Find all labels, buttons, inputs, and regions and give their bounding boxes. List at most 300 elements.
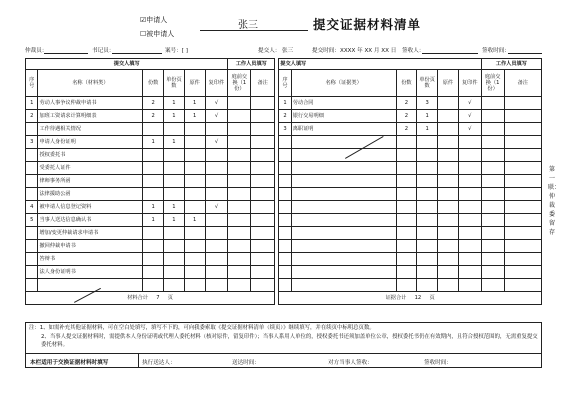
table-row	[26, 162, 542, 175]
right-cell-remark	[504, 149, 541, 162]
right-cell-name	[291, 240, 396, 253]
right-cell-orig	[438, 279, 459, 292]
left-cell-copy: √	[205, 136, 228, 149]
left-cell-copy	[205, 175, 228, 188]
deliverer-label: 执行送达人：	[142, 360, 176, 366]
right-cell-copy	[458, 227, 481, 240]
left-cell-orig	[184, 136, 205, 149]
right-cell-copy	[458, 136, 481, 149]
left-cell-orig	[184, 240, 205, 253]
right-cell-copy	[458, 188, 481, 201]
right-cell-copy	[458, 279, 481, 292]
right-cell-orig	[438, 266, 459, 279]
table-row	[26, 214, 542, 227]
right-cell-copies	[396, 253, 417, 266]
left-cell-copy: √	[205, 201, 228, 214]
right-cell-remark	[504, 162, 541, 175]
right-cell-no	[279, 279, 291, 292]
right-cell-orig	[438, 110, 459, 123]
left-cell-no	[26, 227, 38, 240]
left-cell-remark	[251, 136, 275, 149]
left-cell-remark	[251, 227, 275, 240]
right-cell-no: 1	[279, 97, 291, 110]
left-cell-remark	[251, 253, 275, 266]
col-name-right: 名称（证据类）	[291, 70, 396, 97]
left-cell-orig: 1	[184, 97, 205, 110]
right-cell-exchange	[481, 97, 504, 110]
left-cell-name: 加班工资请求计算明细表	[38, 110, 143, 123]
left-cell-no	[26, 253, 38, 266]
right-cell-remark	[504, 214, 541, 227]
left-cell-copies: 1	[143, 136, 164, 149]
left-cell-pages: 1	[164, 201, 185, 214]
left-cell-copies	[143, 279, 164, 292]
col-copies: 份数	[396, 70, 417, 97]
notes-box	[25, 322, 542, 354]
left-cell-copy	[205, 162, 228, 175]
right-cell-name	[291, 162, 396, 175]
left-cell-name: 答辩书	[38, 253, 143, 266]
case-number-label: 案号：[ ]	[165, 48, 188, 54]
table-row	[26, 97, 542, 110]
right-cell-exchange	[481, 266, 504, 279]
left-cell-remark	[251, 240, 275, 253]
right-cell-exchange	[481, 149, 504, 162]
left-cell-pages	[164, 123, 185, 136]
arbitrator-label: 仲裁员：	[25, 48, 48, 54]
left-cell-orig	[184, 279, 205, 292]
left-cell-name: 劳动人事争议仲裁申请书	[38, 97, 143, 110]
left-cell-orig	[184, 266, 205, 279]
left-cell-copies: 2	[143, 97, 164, 110]
left-group-header: 提交人填写	[26, 59, 228, 70]
left-cell-name: 被申请人信息登记资料	[38, 201, 143, 214]
left-cell-no: 5	[26, 214, 38, 227]
col-exchange: 庭前交换（1份）	[228, 70, 251, 97]
right-cell-no	[279, 227, 291, 240]
left-cell-exchange	[228, 214, 251, 227]
right-cell-name	[291, 175, 396, 188]
left-cell-pages	[164, 162, 185, 175]
left-cell-name: 律师事务所函	[38, 175, 143, 188]
left-cell-exchange	[228, 253, 251, 266]
right-cell-copy: √	[458, 110, 481, 123]
col-original: 原件	[438, 70, 459, 97]
col-copy: 复印件	[458, 70, 481, 97]
table-row	[26, 201, 542, 214]
left-cell-pages	[164, 253, 185, 266]
page-title: 提交证据材料清单	[313, 17, 422, 32]
right-cell-name	[291, 253, 396, 266]
left-cell-exchange	[228, 123, 251, 136]
left-cell-exchange	[228, 266, 251, 279]
left-cell-name: 法律援助公函	[38, 188, 143, 201]
right-cell-name: 银行交易明细	[291, 110, 396, 123]
left-cell-name: 受委托人证件	[38, 162, 143, 175]
right-cell-copies	[396, 201, 417, 214]
right-cell-name	[291, 227, 396, 240]
table-row	[26, 136, 542, 149]
left-cell-exchange	[228, 227, 251, 240]
right-group-header: 提交人填写	[279, 59, 481, 70]
right-cell-exchange	[481, 214, 504, 227]
col-pages: 单份页数	[417, 70, 438, 97]
left-cell-pages: 1	[164, 214, 185, 227]
right-cell-no: 2	[279, 110, 291, 123]
right-cell-name	[291, 188, 396, 201]
right-cell-copies	[396, 175, 417, 188]
left-cell-orig	[184, 149, 205, 162]
left-cell-pages: 1	[164, 136, 185, 149]
deliver-time-label: 送达时间：	[232, 360, 260, 366]
left-cell-orig	[184, 253, 205, 266]
respondent-checkbox[interactable]: ☐被申请人	[140, 30, 175, 38]
receive-time-label-bottom: 签收时间：	[424, 360, 452, 366]
left-cell-name	[38, 279, 143, 292]
left-cell-copies	[143, 266, 164, 279]
right-cell-pages	[417, 188, 438, 201]
right-cell-remark	[504, 227, 541, 240]
left-cell-pages	[164, 175, 185, 188]
exchange-row	[25, 354, 542, 368]
right-cell-pages	[417, 162, 438, 175]
left-cell-orig	[184, 123, 205, 136]
left-cell-remark	[251, 214, 275, 227]
right-cell-orig	[438, 149, 459, 162]
left-cell-exchange	[228, 201, 251, 214]
left-cell-copies	[143, 123, 164, 136]
right-cell-no	[279, 175, 291, 188]
right-cell-copies	[396, 162, 417, 175]
left-cell-pages	[164, 240, 185, 253]
right-cell-pages	[417, 266, 438, 279]
right-cell-no	[279, 149, 291, 162]
right-cell-orig	[438, 162, 459, 175]
col-remark: 备注	[504, 70, 541, 97]
right-cell-remark	[504, 201, 541, 214]
receiver-label: 签收人：	[402, 48, 425, 54]
left-cell-copy	[205, 149, 228, 162]
col-no: 序号	[279, 70, 291, 97]
left-cell-copy	[205, 240, 228, 253]
left-cell-name: 申请人身份证明	[38, 136, 143, 149]
left-cell-copies	[143, 188, 164, 201]
right-cell-copy	[458, 214, 481, 227]
right-total: 证据合计 12 页	[279, 292, 542, 305]
left-cell-orig	[184, 227, 205, 240]
left-cell-copy	[205, 123, 228, 136]
right-cell-remark	[504, 266, 541, 279]
col-copy: 复印件	[205, 70, 228, 97]
right-cell-copy	[458, 201, 481, 214]
submit-time-label: 提交时间：	[312, 48, 340, 54]
left-cell-exchange	[228, 162, 251, 175]
left-cell-orig	[184, 162, 205, 175]
right-cell-no	[279, 188, 291, 201]
right-cell-exchange	[481, 240, 504, 253]
left-cell-pages: 1	[164, 110, 185, 123]
right-cell-remark	[504, 136, 541, 149]
right-cell-exchange	[481, 123, 504, 136]
right-cell-exchange	[481, 175, 504, 188]
right-cell-copies: 2	[396, 123, 417, 136]
left-cell-copy: √	[205, 110, 228, 123]
left-cell-remark	[251, 279, 275, 292]
left-total: 材料合计 7 页	[26, 292, 275, 305]
right-cell-exchange	[481, 227, 504, 240]
table-row	[26, 188, 542, 201]
left-cell-copy	[205, 214, 228, 227]
col-original: 原件	[184, 70, 205, 97]
left-cell-exchange	[228, 175, 251, 188]
evidence-table	[25, 58, 542, 305]
right-cell-copy: √	[458, 123, 481, 136]
submit-time-value: XXXX 年 XX 月 XX 日	[340, 48, 397, 54]
left-cell-exchange	[228, 149, 251, 162]
left-cell-copy	[205, 253, 228, 266]
left-cell-copy	[205, 266, 228, 279]
left-cell-remark	[251, 188, 275, 201]
left-cell-orig	[184, 188, 205, 201]
left-cell-copies	[143, 149, 164, 162]
applicant-checkbox[interactable]: ☑申请人	[140, 16, 168, 24]
note-line-1: 注：1、如需补充其他证据材料，可在空白处填写，填写不下的，可向我委索取《提交证据材料清单（续页）》继续填写，并在续页中标明总页数。	[29, 325, 375, 331]
right-cell-no	[279, 136, 291, 149]
left-cell-copies: 1	[143, 214, 164, 227]
col-no: 序号	[26, 70, 38, 97]
right-cell-exchange	[481, 162, 504, 175]
right-cell-no	[279, 162, 291, 175]
name-underline	[200, 30, 308, 31]
right-cell-exchange	[481, 136, 504, 149]
left-cell-pages	[164, 188, 185, 201]
left-cell-pages	[164, 227, 185, 240]
right-cell-copy: √	[458, 97, 481, 110]
right-cell-copy	[458, 240, 481, 253]
right-cell-orig	[438, 175, 459, 188]
right-cell-pages	[417, 227, 438, 240]
right-cell-remark	[504, 240, 541, 253]
right-cell-name	[291, 149, 396, 162]
left-cell-name: 撤回仲裁申请书	[38, 240, 143, 253]
left-cell-orig: 1	[184, 110, 205, 123]
left-cell-name: 授权委托书	[38, 149, 143, 162]
right-cell-copies: 2	[396, 110, 417, 123]
left-cell-exchange	[228, 279, 251, 292]
col-copies: 份数	[143, 70, 164, 97]
left-cell-remark	[251, 123, 275, 136]
submitter-label: 提交人：	[258, 48, 281, 54]
left-cell-copy	[205, 188, 228, 201]
right-cell-orig	[438, 97, 459, 110]
right-cell-name	[291, 266, 396, 279]
left-cell-pages	[164, 149, 185, 162]
left-cell-no	[26, 149, 38, 162]
right-cell-copies	[396, 266, 417, 279]
right-cell-exchange	[481, 201, 504, 214]
left-cell-exchange	[228, 97, 251, 110]
left-cell-no	[26, 162, 38, 175]
copy-designation: 第一联：仲裁委留存	[548, 166, 561, 236]
left-cell-name: 工作待遇相关情况	[38, 123, 143, 136]
right-cell-pages	[417, 253, 438, 266]
right-cell-copies	[396, 279, 417, 292]
left-cell-copy	[205, 279, 228, 292]
table-row	[26, 279, 542, 292]
right-cell-exchange	[481, 188, 504, 201]
col-remark: 备注	[251, 70, 275, 97]
right-cell-copies	[396, 227, 417, 240]
right-cell-remark	[504, 188, 541, 201]
left-cell-remark	[251, 110, 275, 123]
right-cell-no	[279, 214, 291, 227]
right-cell-pages: 1	[417, 123, 438, 136]
right-cell-copies	[396, 136, 417, 149]
right-cell-remark	[504, 97, 541, 110]
right-cell-remark	[504, 253, 541, 266]
table-row	[26, 253, 542, 266]
exchange-label: 本栏适用于交换证据材料时填写	[30, 360, 109, 366]
table-row	[26, 240, 542, 253]
right-cell-pages	[417, 279, 438, 292]
applicant-name: 张三	[238, 20, 258, 31]
right-cell-pages	[417, 175, 438, 188]
right-cell-orig	[438, 123, 459, 136]
right-cell-exchange	[481, 253, 504, 266]
left-cell-orig: 1	[184, 214, 205, 227]
right-cell-no	[279, 240, 291, 253]
left-cell-copy	[205, 227, 228, 240]
right-cell-copy	[458, 253, 481, 266]
left-cell-copies	[143, 227, 164, 240]
left-cell-pages: 1	[164, 97, 185, 110]
left-cell-orig	[184, 201, 205, 214]
left-cell-no: 4	[26, 201, 38, 214]
right-cell-orig	[438, 136, 459, 149]
left-cell-remark	[251, 97, 275, 110]
left-cell-exchange	[228, 240, 251, 253]
right-cell-remark	[504, 110, 541, 123]
table-row	[26, 110, 542, 123]
right-cell-orig	[438, 253, 459, 266]
table-row	[26, 175, 542, 188]
left-cell-remark	[251, 149, 275, 162]
right-cell-name	[291, 214, 396, 227]
table-row	[26, 149, 542, 162]
right-cell-no: 3	[279, 123, 291, 136]
left-cell-copies	[143, 253, 164, 266]
right-cell-pages	[417, 214, 438, 227]
right-cell-pages	[417, 149, 438, 162]
right-cell-copies	[396, 240, 417, 253]
right-cell-orig	[438, 227, 459, 240]
right-cell-copy	[458, 175, 481, 188]
left-staff-header: 工作人员填写	[228, 59, 275, 70]
left-cell-copies	[143, 162, 164, 175]
right-cell-copies	[396, 149, 417, 162]
note-line-2: 2、当事人提交证据材料时，需提供本人身份证明或代理人委托材料（核对原件，留复印件）；当事人系用人单位的，授权委托书还须加盖单位公章，授权委托书仍在有效期内，且符合授权范围的，无需重复提交委托材料。	[41, 333, 538, 348]
right-cell-name	[291, 279, 396, 292]
right-cell-remark	[504, 279, 541, 292]
col-exchange: 庭前交换（1份）	[481, 70, 504, 97]
table-row	[26, 227, 542, 240]
table-row	[26, 123, 542, 136]
left-cell-remark	[251, 266, 275, 279]
left-cell-remark	[251, 162, 275, 175]
left-cell-pages	[164, 266, 185, 279]
left-cell-remark	[251, 201, 275, 214]
right-cell-orig	[438, 240, 459, 253]
party-receiver-label: 对方当事人签收：	[328, 360, 373, 366]
right-cell-copy	[458, 149, 481, 162]
left-cell-exchange	[228, 188, 251, 201]
right-cell-copy	[458, 266, 481, 279]
right-cell-orig	[438, 214, 459, 227]
left-cell-no: 3	[26, 136, 38, 149]
left-cell-no: 1	[26, 97, 38, 110]
left-cell-orig	[184, 175, 205, 188]
right-cell-no	[279, 266, 291, 279]
left-cell-no	[26, 188, 38, 201]
left-cell-no	[26, 240, 38, 253]
right-cell-pages	[417, 136, 438, 149]
right-cell-pages: 3	[417, 97, 438, 110]
left-cell-copy: √	[205, 97, 228, 110]
right-cell-copy	[458, 162, 481, 175]
left-cell-name: 当事人送达信息确认书	[38, 214, 143, 227]
left-cell-name: 增加/变更仲裁请求申请书	[38, 227, 143, 240]
left-cell-exchange	[228, 136, 251, 149]
right-cell-pages	[417, 201, 438, 214]
right-cell-remark	[504, 175, 541, 188]
left-cell-pages	[164, 279, 185, 292]
right-cell-no	[279, 201, 291, 214]
right-staff-header: 工作人员填写	[481, 59, 541, 70]
right-cell-no	[279, 253, 291, 266]
clerk-label: 书记员：	[92, 48, 115, 54]
col-pages: 单份页数	[164, 70, 185, 97]
right-cell-exchange	[481, 279, 504, 292]
left-cell-copies: 2	[143, 110, 164, 123]
left-cell-remark	[251, 175, 275, 188]
left-cell-exchange	[228, 110, 251, 123]
left-cell-copies: 1	[143, 201, 164, 214]
right-cell-pages	[417, 240, 438, 253]
right-cell-exchange	[481, 110, 504, 123]
left-cell-copies	[143, 175, 164, 188]
right-cell-name: 劳动合同	[291, 97, 396, 110]
left-cell-no	[26, 279, 38, 292]
receive-time-label: 签收时间：	[482, 48, 510, 54]
right-cell-name: 离职证明	[291, 123, 396, 136]
right-cell-orig	[438, 201, 459, 214]
left-cell-copies	[143, 240, 164, 253]
left-cell-no	[26, 123, 38, 136]
right-cell-copies: 2	[396, 97, 417, 110]
left-cell-no	[26, 175, 38, 188]
submitter-value: 张三	[282, 48, 294, 54]
left-cell-no	[26, 266, 38, 279]
left-cell-no: 2	[26, 110, 38, 123]
left-cell-name: 法人身份证明书	[38, 266, 143, 279]
right-cell-name	[291, 201, 396, 214]
col-name-left: 名称（材料类）	[38, 70, 143, 97]
right-cell-remark	[504, 123, 541, 136]
right-cell-copies	[396, 214, 417, 227]
table-row	[26, 266, 542, 279]
right-cell-orig	[438, 188, 459, 201]
right-cell-copies	[396, 188, 417, 201]
